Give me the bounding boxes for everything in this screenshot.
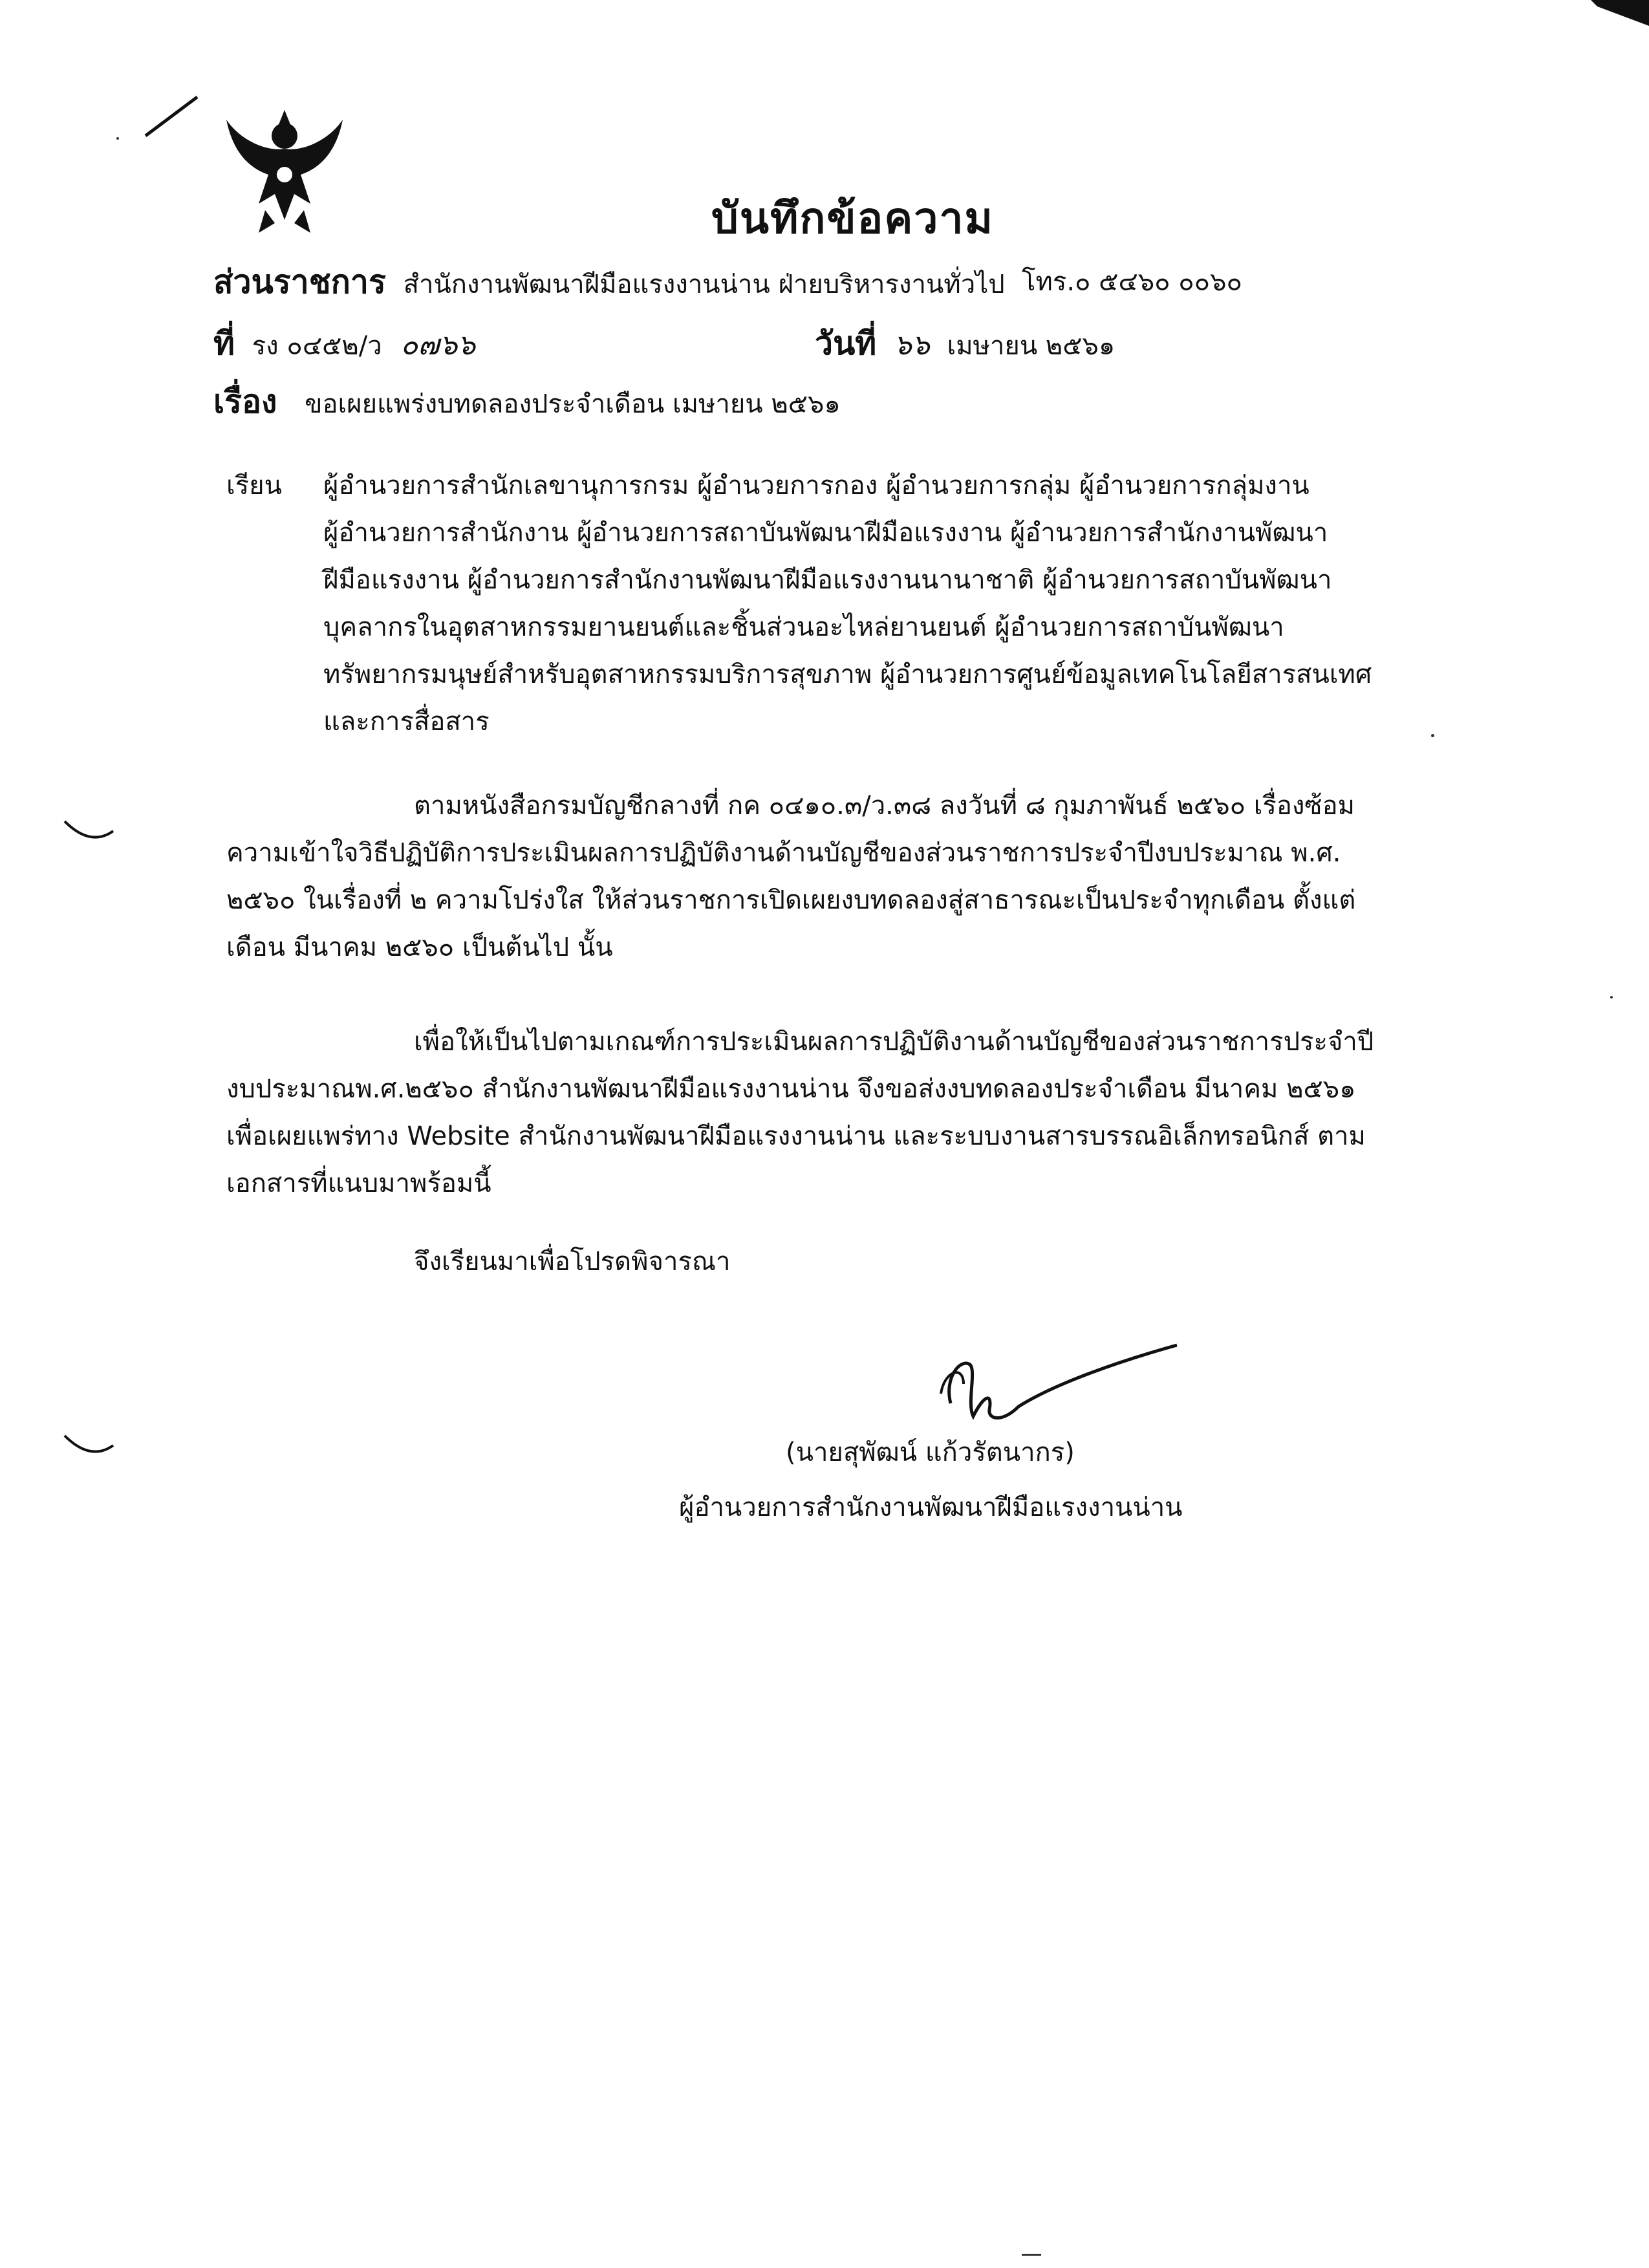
reference-row [213, 320, 475, 369]
dust-speck [116, 137, 119, 140]
paragraph-line: เอกสารที่แนบมาพร้อมนี้ [226, 1169, 491, 1198]
paragraph-line: เดือน มีนาคม ๒๕๖๐ เป็นต้นไป นั้น [226, 933, 613, 962]
recipient-line: ผู้อำนวยการสำนักงาน ผู้อำนวยการสถาบันพัฒนาฝีมือแรงงาน ผู้อำนวยการสำนักงานพัฒนา [323, 518, 1328, 548]
date-day-handwritten: ๖๖ [893, 329, 930, 362]
recipient-label: เรียน [226, 471, 282, 501]
recipient-line: ฝีมือแรงงาน ผู้อำนวยการสำนักงานพัฒนาฝีมือแรงงานนานาชาติ ผู้อำนวยการสถาบันพัฒนา [323, 565, 1332, 595]
subject-row [213, 378, 841, 427]
paragraph-line: เพื่อให้เป็นไปตามเกณฑ์การประเมินผลการปฏิบัติงานด้านบัญชีของส่วนราชการประจำปี [414, 1027, 1374, 1057]
dust-speck [1610, 996, 1613, 999]
reference-value: รง ๐๔๕๒/ว [252, 331, 382, 361]
department-label: ส่วนราชการ [213, 263, 386, 301]
paragraph-line: ความเข้าใจวิธีปฏิบัติการประเมินผลการปฏิบัติงานด้านบัญชีของส่วนราชการประจำปีงบประมาณ พ.ศ. [226, 838, 1341, 868]
reference-handwritten: ๐๗๖๖ [400, 329, 476, 362]
recipient-lines [323, 462, 1372, 746]
signatory-position: ผู้อำนวยการสำนักงานพัฒนาฝีมือแรงงานน่าน [679, 1493, 1183, 1522]
subject-label: เรื่อง [213, 383, 277, 420]
date-value: เมษายน ๒๕๖๑ [947, 331, 1116, 361]
paragraph-line: งบประมาณพ.ศ.๒๕๖๐ สำนักงานพัฒนาฝีมือแรงงานน่าน จึงขอส่งงบทดลองประจำเดือน มีนาคม ๒๕๖๑ [226, 1074, 1356, 1104]
department-row [213, 259, 1005, 308]
date-label: วันที่ [815, 325, 877, 362]
paragraph-1 [226, 783, 1355, 971]
reference-label: ที่ [213, 325, 235, 362]
pen-stroke [146, 97, 197, 136]
date-row [815, 320, 1115, 369]
garuda-emblem [220, 107, 349, 236]
memo-title: บันทึกข้อความ [711, 193, 995, 243]
paragraph-line: ๒๕๖๐ ในเรื่องที่ ๒ ความโปร่งใส ให้ส่วนราชการเปิดเผยงบทดลองสู่สาธารณะเป็นประจำทุกเดือน ตั้งแต่ [226, 885, 1356, 915]
recipient-line: ทรัพยากรมนุษย์สำหรับอุตสาหกรรมบริการสุขภาพ ผู้อำนวยการศูนย์ข้อมูลเทคโนโลยีสารสนเทศ [323, 660, 1372, 689]
department-value: สำนักงานพัฒนาฝีมือแรงงานน่าน ฝ่ายบริหารงานทั่วไป [403, 270, 1005, 299]
recipient-line: ผู้อำนวยการสำนักเลขานุการกรม ผู้อำนวยการกอง ผู้อำนวยการกลุ่ม ผู้อำนวยการกลุ่มงาน [323, 471, 1310, 501]
dust-speck [1022, 2254, 1041, 2256]
paragraph-line: เพื่อเผยแพร่ทาง Website สำนักงานพัฒนาฝีมือแรงงานน่าน และระบบงานสารบรรณอิเล็กทรอนิกส์ ตาม [226, 1121, 1366, 1151]
recipient-line: และการสื่อสาร [323, 707, 490, 737]
subject-value: ขอเผยแพร่งบทดลองประจำเดือน เมษายน ๒๕๖๑ [305, 389, 841, 419]
paragraph-2 [226, 1019, 1374, 1207]
punch-hole-mark [65, 821, 113, 837]
recipient-line: บุคลากรในอุตสาหกรรมยานยนต์และชิ้นส่วนอะไหล่ยานยนต์ ผู้อำนวยการสถาบันพัฒนา [323, 612, 1284, 642]
phone-number: โทร.๐ ๕๔๖๐ ๐๐๖๐ [1022, 267, 1242, 297]
punch-hole-mark [65, 1436, 113, 1452]
paragraph-line: ตามหนังสือกรมบัญชีกลางที่ กค ๐๔๑๐.๓/ว.๓๘ ลงวันที่ ๘ กุมภาพันธ์ ๒๕๖๐ เรื่องซ้อม [414, 791, 1355, 821]
corner-mark [1591, 0, 1649, 26]
signatory-name: (นายสุพัฒน์ แก้วรัตนากร) [786, 1438, 1075, 1467]
closing-line: จึงเรียนมาเพื่อโปรดพิจารณา [414, 1247, 731, 1277]
dust-speck [1431, 734, 1434, 737]
